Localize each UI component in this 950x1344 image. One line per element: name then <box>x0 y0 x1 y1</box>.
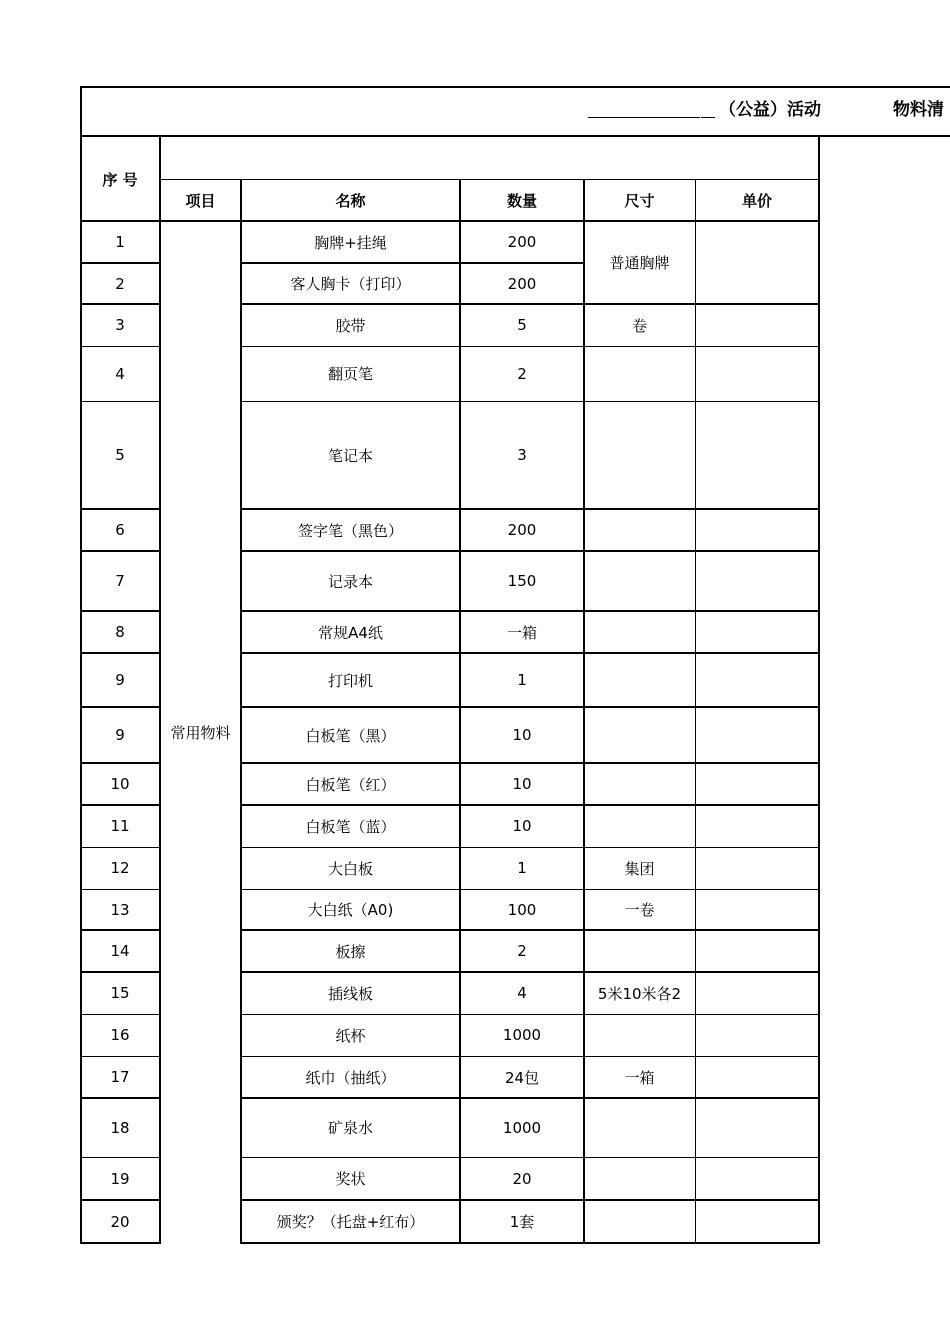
row-name: 大白板 <box>327 859 373 878</box>
grid-hline <box>80 401 161 402</box>
row-quantity: 150 <box>507 572 537 590</box>
grid-hline <box>241 889 820 890</box>
row-unit-price <box>695 889 819 930</box>
row-quantity: 5 <box>517 316 527 334</box>
grid-hline <box>80 1242 161 1244</box>
grid-hline <box>80 1157 161 1158</box>
row-name: 打印机 <box>327 671 373 690</box>
row-quantity: 200 <box>507 233 537 251</box>
grid-hline <box>241 610 820 612</box>
row-unit-price <box>695 763 819 805</box>
grid-hline <box>241 652 820 654</box>
row-name: 纸巾（抽纸） <box>305 1068 396 1087</box>
row-name: 客人胸卡（打印） <box>290 275 411 293</box>
grid-hline <box>241 1242 820 1244</box>
grid-hline <box>241 1199 820 1201</box>
row-quantity: 1套 <box>509 1213 535 1231</box>
row-seq: 9 <box>115 671 125 689</box>
row-quantity: 1 <box>517 859 527 877</box>
row-seq: 16 <box>110 1026 130 1044</box>
row-seq: 1 <box>115 233 125 251</box>
grid-hline <box>241 1157 820 1158</box>
row-seq: 18 <box>110 1118 130 1137</box>
title-blank-line-short <box>701 99 715 118</box>
grid-hline <box>80 1056 161 1057</box>
grid-hline <box>241 550 820 552</box>
grid-hline <box>241 346 820 347</box>
row-size <box>584 653 695 707</box>
row-name: 插线板 <box>327 984 373 1003</box>
row-name: 常规A4纸 <box>318 623 383 642</box>
row-quantity: 10 <box>512 817 532 835</box>
row-quantity: 20 <box>512 1169 532 1188</box>
grid-hline <box>241 1014 820 1015</box>
grid-hline <box>241 1056 820 1057</box>
row-name: 矿泉水 <box>327 1119 373 1137</box>
row-size <box>584 1200 695 1243</box>
grid-hline <box>80 929 161 931</box>
row-seq: 5 <box>115 446 125 464</box>
row-seq: 9 <box>115 726 125 744</box>
row-seq: 3 <box>115 316 125 334</box>
row-unit-price <box>695 1157 819 1200</box>
row-quantity: 3 <box>517 446 527 464</box>
sheet-title <box>588 96 821 124</box>
grid-hline <box>241 262 585 264</box>
row-name: 笔记本 <box>327 446 373 465</box>
row-quantity: 10 <box>512 726 532 744</box>
row-name: 白板笔（蓝） <box>305 817 396 836</box>
row-seq: 20 <box>110 1212 130 1231</box>
row-name: 胶带 <box>335 316 366 335</box>
row-seq: 4 <box>115 364 125 383</box>
header-category: 项目 <box>185 191 216 210</box>
grid-hline <box>80 550 161 552</box>
grid-hline <box>80 610 161 612</box>
row-size: 一卷 <box>624 901 655 919</box>
row-size <box>584 509 695 551</box>
row-quantity: 10 <box>512 775 532 793</box>
row-size <box>584 1098 695 1157</box>
grid-hline <box>241 847 820 848</box>
row-size <box>584 346 695 401</box>
grid-vline <box>583 179 585 1244</box>
grid-hline <box>241 762 820 764</box>
row-quantity: 1 <box>517 671 527 689</box>
row-name: 大白纸（A0) <box>307 901 394 919</box>
row-quantity: 2 <box>517 942 527 960</box>
row-size <box>584 401 695 509</box>
row-size <box>584 763 695 805</box>
row-seq: 6 <box>115 521 125 539</box>
row-name: 胸牌+挂绳 <box>314 233 387 252</box>
row-quantity: 1000 <box>502 1026 542 1044</box>
grid-hline <box>80 262 161 264</box>
row-size: 卷 <box>631 316 647 335</box>
grid-hline <box>80 1014 161 1015</box>
row-name: 板擦 <box>335 942 366 961</box>
grid-vline <box>459 179 461 1244</box>
grid-vline <box>695 179 696 1244</box>
row-seq: 8 <box>115 623 125 641</box>
row-size <box>584 805 695 847</box>
row-seq: 7 <box>115 572 125 590</box>
grid-hline <box>80 762 161 764</box>
grid-hline <box>241 929 820 931</box>
row-unit-price <box>695 551 819 611</box>
row-unit-price <box>695 1056 819 1098</box>
row-quantity: 一箱 <box>506 623 537 642</box>
grid-hline <box>80 303 161 305</box>
row-name: 白板笔（红） <box>305 775 396 794</box>
row-name: 记录本 <box>327 572 373 591</box>
row-size <box>584 611 695 653</box>
row-size: 集团 <box>624 859 655 878</box>
row-quantity: 24包 <box>504 1068 540 1087</box>
row-quantity: 1000 <box>502 1118 542 1137</box>
row-quantity: 200 <box>507 521 537 539</box>
grid-hline <box>80 1097 161 1099</box>
grid-vline <box>240 179 242 1244</box>
row-seq: 13 <box>110 900 130 919</box>
grid-hline <box>241 804 820 806</box>
grid-vline <box>818 137 820 1244</box>
row-seq: 10 <box>110 775 130 793</box>
grid-hline <box>80 220 820 222</box>
row-quantity: 2 <box>517 364 527 383</box>
row-unit-price <box>695 263 819 304</box>
row-seq: 2 <box>115 274 125 293</box>
row-unit-price <box>695 611 819 653</box>
row-unit-price <box>695 1098 819 1157</box>
row-unit-price <box>695 707 819 763</box>
row-name: 签字笔（黑色） <box>297 521 403 540</box>
grid-hline <box>241 401 820 402</box>
row-quantity: 200 <box>507 274 537 293</box>
grid-hline <box>80 652 161 654</box>
grid-hline <box>160 179 820 180</box>
row-size <box>584 930 695 972</box>
row-size: 一箱 <box>624 1068 655 1087</box>
row-size <box>584 1157 695 1200</box>
row-seq: 17 <box>110 1068 130 1086</box>
row-quantity: 4 <box>517 984 527 1002</box>
row-quantity: 100 <box>507 900 537 919</box>
row-unit-price <box>695 1200 819 1243</box>
grid-hline <box>241 508 820 510</box>
row-unit-price <box>695 1014 819 1056</box>
row-name: 颁奖？（托盘+红布） <box>276 1213 425 1231</box>
header-seq: 序 号 <box>102 170 138 189</box>
row-seq: 11 <box>110 817 130 835</box>
row-seq: 14 <box>110 942 130 960</box>
size-cell-merged: 普通胸牌 <box>609 254 670 272</box>
category-cell: 常用物料 <box>170 723 231 742</box>
row-size <box>584 707 695 763</box>
grid-vline <box>159 137 161 1244</box>
grid-hline <box>80 346 161 347</box>
grid-hline <box>80 706 161 708</box>
grid-hline <box>80 508 161 510</box>
row-unit-price <box>695 346 819 401</box>
title-suffix: 物料清 <box>893 100 944 120</box>
title-blank-line <box>588 99 700 118</box>
row-unit-price <box>695 509 819 551</box>
row-unit-price <box>695 847 819 889</box>
grid-hline <box>80 804 161 806</box>
grid-hline <box>241 1097 820 1099</box>
row-name: 白板笔（黑） <box>305 726 396 745</box>
header-name: 名称 <box>335 191 366 210</box>
row-size <box>584 1014 695 1056</box>
row-size <box>584 551 695 611</box>
grid-hline <box>80 889 161 890</box>
grid-vline <box>80 86 82 1244</box>
row-size: 5米10米各2 <box>597 984 682 1003</box>
title-prefix: （公益）活动 <box>719 100 821 120</box>
grid-hline <box>241 706 820 708</box>
row-seq: 19 <box>110 1169 130 1188</box>
row-unit-price <box>695 401 819 509</box>
grid-hline <box>80 847 161 848</box>
row-unit-price <box>695 304 819 346</box>
row-name: 翻页笔 <box>327 365 373 383</box>
row-seq: 12 <box>110 859 130 877</box>
row-unit-price <box>695 653 819 707</box>
row-unit-price <box>695 805 819 847</box>
grid-hline <box>80 1199 161 1201</box>
grid-hline <box>80 971 161 973</box>
grid-hline <box>241 971 820 973</box>
row-name: 纸杯 <box>335 1026 366 1045</box>
row-name: 奖状 <box>335 1170 366 1188</box>
grid-hline <box>241 303 820 305</box>
row-unit-price <box>695 972 819 1014</box>
row-unit-price <box>695 930 819 972</box>
row-unit-price <box>695 221 819 263</box>
header-size: 尺寸 <box>624 191 655 210</box>
header-quantity: 数量 <box>506 191 537 210</box>
header-unit-price: 单价 <box>741 191 772 210</box>
row-seq: 15 <box>110 984 130 1002</box>
